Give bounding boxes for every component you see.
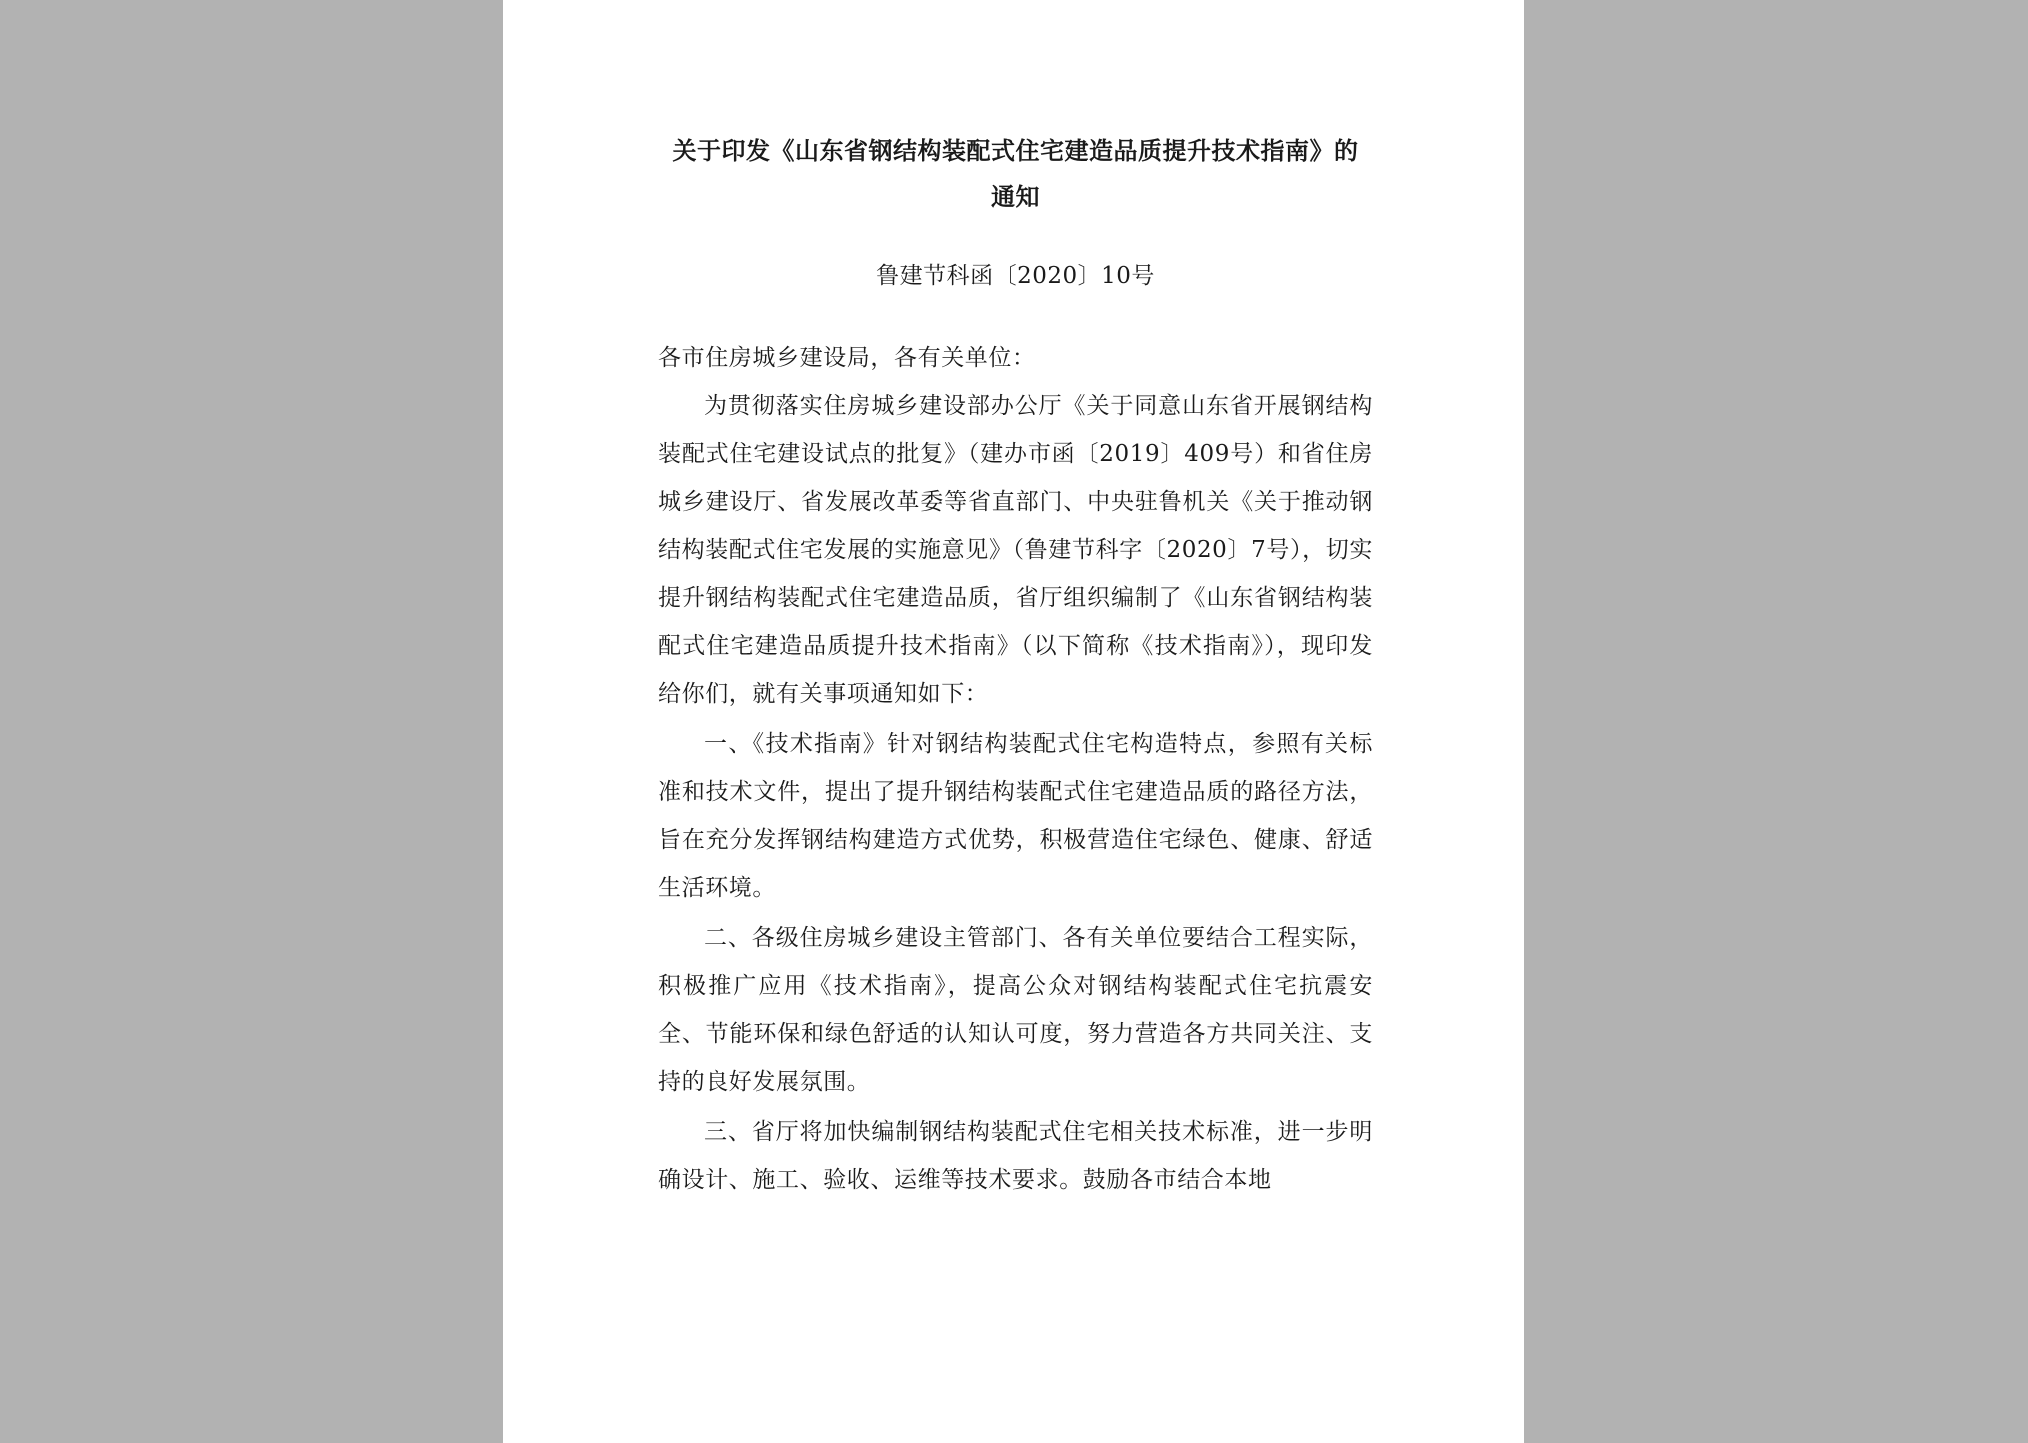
- paragraph-item-3: 三、省厅将加快编制钢结构装配式住宅相关技术标准，进一步明确设计、施工、验收、运维等技术要求。鼓励各市结合本地: [658, 1119, 1373, 1193]
- paragraph-item-2: 二、各级住房城乡建设主管部门、各有关单位要结合工程实际，积极推广应用《技术指南》，提高公众对钢结构装配式住宅抗震安全、节能环保和绿色舒适的认知认可度，努力营造各方共同关注、支持的良好发展氛围。: [658, 925, 1373, 1095]
- paragraph-intro: 为贯彻落实住房城乡建设部办公厅《关于同意山东省开展钢结构装配式住宅建设试点的批复》（建办市函〔2019〕409号）和省住房城乡建设厅、省发展改革委等省直部门、中央驻鲁机关《关于推动钢结构装配式住宅发展的实施意见》（鲁建节科字〔2020〕7号），切实提升钢结构装配式住宅建造品质，省厅组织编制了《山东省钢结构装配式住宅建造品质提升技术指南》（以下简称《技术指南》），现印发给你们，就有关事项通知如下：: [658, 393, 1373, 707]
- title-line-2: 通知: [991, 182, 1040, 211]
- document-page: [503, 0, 1524, 1443]
- document-number: 鲁建节科函〔2020〕10号: [876, 263, 1155, 289]
- paragraph-item-1: 一、《技术指南》针对钢结构装配式住宅构造特点，参照有关标准和技术文件，提出了提升钢结构装配式住宅建造品质的路径方法，旨在充分发挥钢结构建造方式优势，积极营造住宅绿色、健康、舒适生活环境。: [658, 731, 1373, 901]
- page-content: [658, 128, 1373, 1204]
- document-body: [658, 334, 1373, 1204]
- document-title: [658, 128, 1373, 220]
- title-line-1: 关于印发《山东省钢结构装配式住宅建造品质提升技术指南》的: [672, 136, 1359, 165]
- salutation: 各市住房城乡建设局，各有关单位：: [658, 345, 1036, 371]
